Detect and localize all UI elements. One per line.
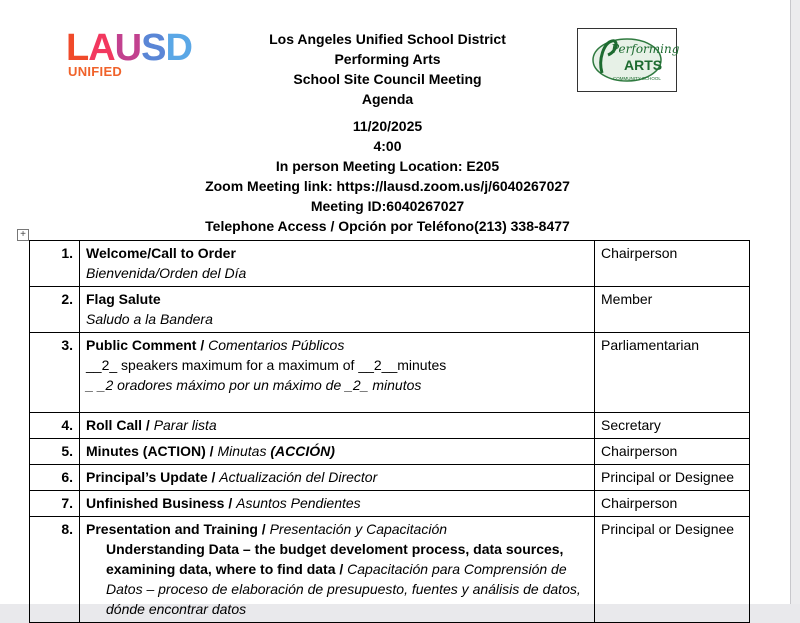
item-action-spanish: (ACCIÓN): [270, 443, 335, 459]
meeting-location: In person Meeting Location: E205: [275, 158, 500, 174]
performing-arts-logo-art: [578, 29, 680, 91]
item-title: Principal’s Update: [86, 469, 208, 485]
agenda-row-6: [30, 465, 750, 491]
item-title: Flag Salute: [86, 291, 161, 307]
subitem-title-spanish: Capacitación para Comprensión de Datos – proceso de elaboración de presupuesto, fuentes y análisis de datos, dónde encontrar datos: [106, 561, 581, 617]
item-separator: /: [207, 469, 220, 485]
lausd-logo-subtitle: UNIFIED: [68, 64, 123, 79]
agenda-row-2: [30, 287, 750, 333]
item-presenter: Principal or Designee: [595, 517, 750, 623]
lausd-logo-word: LAUSD: [66, 27, 192, 69]
lausd-unified-logo: [66, 28, 216, 84]
item-number: 7.: [30, 491, 80, 517]
item-number: 1.: [30, 241, 80, 287]
document-header: [240, 29, 535, 109]
item-number: 3.: [30, 333, 80, 413]
item-title-spanish: Asuntos Pendientes: [236, 495, 361, 511]
agenda-row-1: [30, 241, 750, 287]
item-title: Welcome/Call to Order: [86, 245, 236, 261]
item-separator: /: [196, 337, 209, 353]
item-title: Roll Call: [86, 417, 143, 433]
item-title: Minutes (ACTION): [86, 443, 206, 459]
item-title-spanish: Comentarios Públicos: [208, 337, 345, 353]
item-presenter: Parliamentarian: [595, 333, 750, 413]
district-name: Los Angeles Unified School District: [269, 31, 506, 47]
item-title-spanish: Presentación y Capacitación: [269, 521, 448, 537]
meeting-id: Meeting ID:6040267027: [310, 198, 465, 214]
agenda-row-3: [30, 333, 750, 413]
meeting-date: 11/20/2025: [352, 118, 423, 134]
item-presenter: Chairperson: [595, 491, 750, 517]
item-description: [80, 333, 595, 413]
item-separator: /: [142, 417, 154, 433]
item-description: [80, 439, 595, 465]
item-number: 5.: [30, 439, 80, 465]
item-title-spanish: Saludo a la Bandera: [86, 311, 213, 327]
svg-text:Performing: Performing: [611, 42, 680, 56]
item-title-spanish: Bienvenida/Orden del Día: [86, 265, 247, 281]
item-description: [80, 517, 595, 623]
item-presenter: Chairperson: [595, 241, 750, 287]
vertical-scrollbar[interactable]: [791, 0, 800, 604]
item-description: [80, 287, 595, 333]
item-title: Unfinished Business: [86, 495, 225, 511]
meeting-time: 4:00: [373, 138, 402, 154]
svg-text:ARTS: ARTS: [624, 57, 663, 73]
svg-text:COMMUNITY SCHOOL: COMMUNITY SCHOOL: [613, 76, 661, 81]
item-presenter: Principal or Designee: [595, 465, 750, 491]
item-number: 2.: [30, 287, 80, 333]
item-presenter: Member: [595, 287, 750, 333]
speakers-limit-spanish: _ _2 oradores máximo por un máximo de _2_ minutos: [86, 377, 422, 393]
item-description: [80, 491, 595, 517]
school-name: Performing Arts: [334, 51, 441, 67]
item-title-spanish: Parar lista: [153, 417, 217, 433]
performing-arts-logo: [577, 28, 680, 92]
item-title: Public Comment: [86, 337, 197, 353]
item-number: 4.: [30, 413, 80, 439]
item-number: 6.: [30, 465, 80, 491]
agenda-row-5: [30, 439, 750, 465]
item-separator: /: [257, 521, 270, 537]
subitem-separator: /: [335, 561, 348, 577]
item-description: [80, 413, 595, 439]
zoom-link[interactable]: Zoom Meeting link: https://lausd.zoom.us/j/6040267027: [205, 178, 570, 194]
item-number: 8.: [30, 517, 80, 623]
item-title-spanish: Actualización del Director: [219, 469, 378, 485]
item-separator: /: [205, 443, 218, 459]
meeting-details: [100, 116, 675, 236]
item-presenter: Chairperson: [595, 439, 750, 465]
speakers-limit: __2_ speakers maximum for a maximum of __2__minutes: [86, 357, 447, 373]
item-separator: /: [224, 495, 237, 511]
item-title-spanish: Minutas: [217, 443, 271, 459]
telephone-access: Telephone Access / Opción por Teléfono(213) 338-8477: [205, 218, 570, 234]
table-move-handle-icon[interactable]: +: [17, 229, 29, 241]
agenda-row-7: [30, 491, 750, 517]
agenda-table: [29, 240, 750, 623]
item-title: Presentation and Training: [86, 521, 258, 537]
subitem-title: Understanding Data – the budget develoment process, data sources, examining data, where to find data: [106, 541, 564, 577]
document-title: Agenda: [361, 91, 414, 107]
item-description: [80, 465, 595, 491]
agenda-row-8: [30, 517, 750, 623]
item-presenter: Secretary: [595, 413, 750, 439]
agenda-row-4: [30, 413, 750, 439]
item-description: [80, 241, 595, 287]
meeting-name: School Site Council Meeting: [293, 71, 482, 87]
